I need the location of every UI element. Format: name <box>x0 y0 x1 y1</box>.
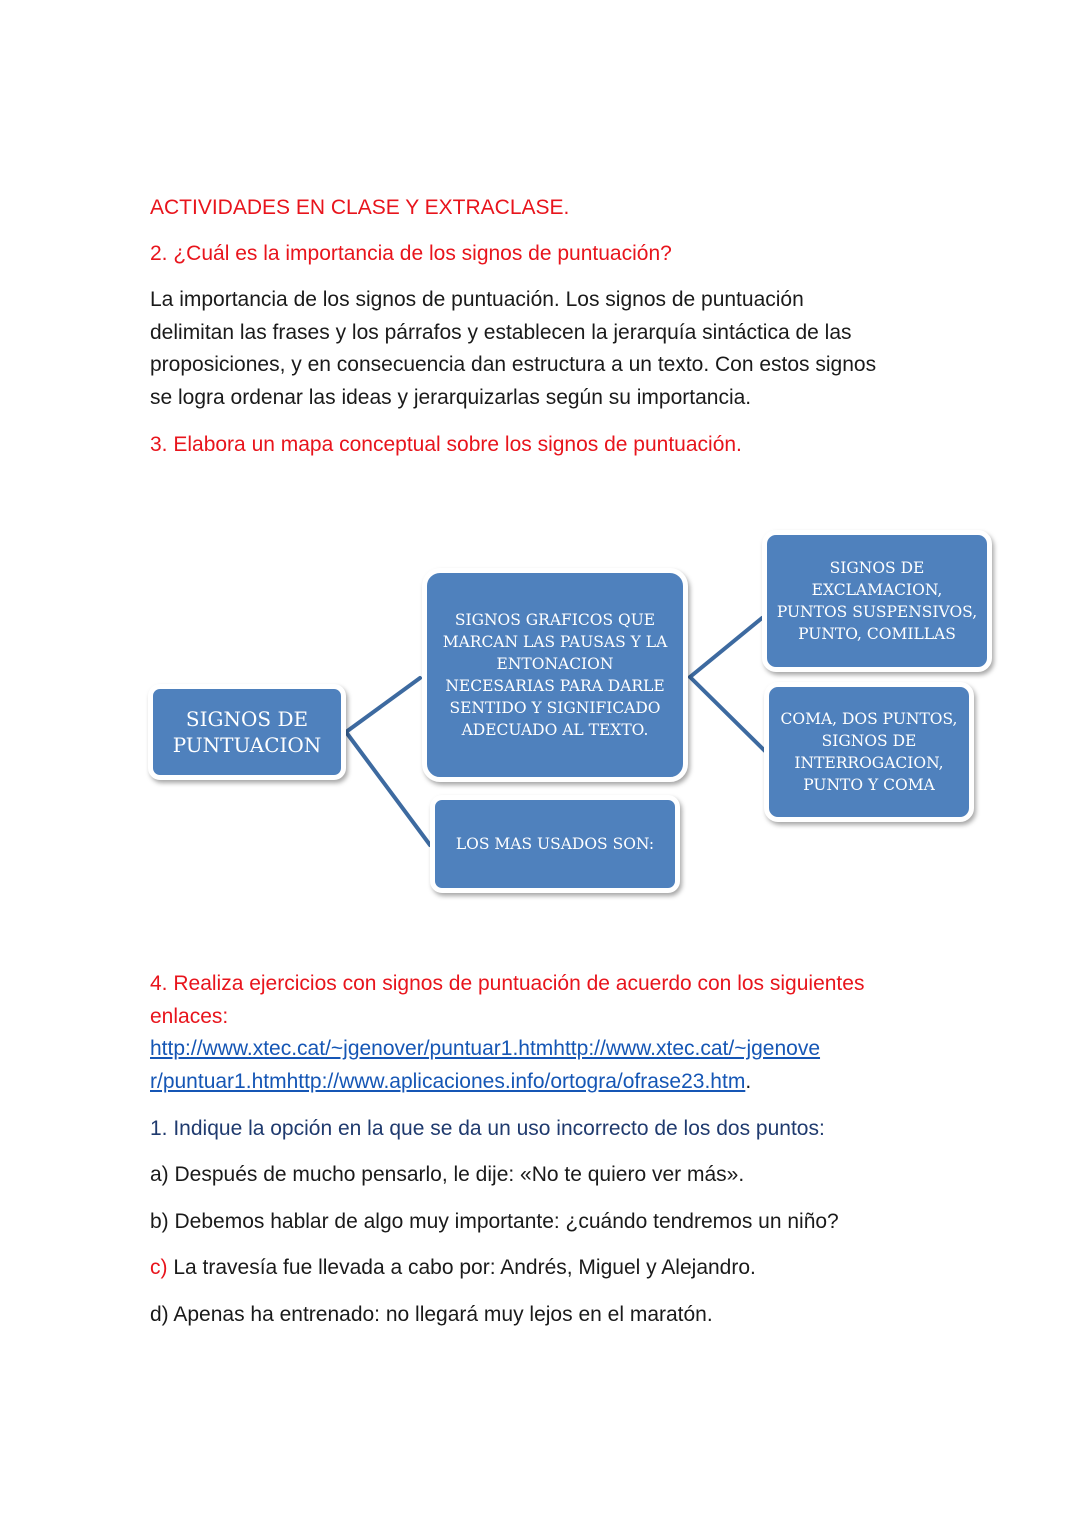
node-line: MARCAN LAS PAUSAS Y LA <box>442 633 668 651</box>
option-c-text: La travesía fue llevada a cabo por: Andrés, Miguel y Alejandro. <box>167 1256 756 1279</box>
node-line: PUNTO, COMILLAS <box>798 625 956 643</box>
node-line: EXCLAMACION, <box>811 581 943 599</box>
exercise-link[interactable]: http://www.xtec.cat/~jgenover/puntuar1.htmhttp://www.xtec.cat/~jgenove <box>150 1037 821 1060</box>
answer-2-line: delimitan las frases y los párrafos y establecen la jerarquía sintáctica de las <box>150 320 852 344</box>
node-line: PUNTO Y COMA <box>803 776 935 794</box>
exercise-1-prompt: 1. Indique la opción en la que se da un uso incorrecto de los dos puntos: <box>150 1117 825 1140</box>
option-c-marker: c) <box>150 1256 168 1279</box>
node-line: SIGNOS DE <box>185 707 309 731</box>
node-line: SIGNOS DE <box>821 732 917 750</box>
node-line: ADECUADO AL TEXTO. <box>461 721 649 739</box>
option-b: b) Debemos hablar de algo muy importante: ¿cuándo tendremos un niño? <box>150 1210 839 1233</box>
option-a: a) Después de mucho pensarlo, le dije: «No te quiero ver más». <box>150 1163 745 1186</box>
concept-group-a-node <box>762 530 992 672</box>
node-line: COMA, DOS PUNTOS, <box>780 710 958 728</box>
concept-root-node <box>148 684 346 780</box>
question-4 <box>150 968 940 1098</box>
question-4-line: 4. Realiza ejercicios con signos de puntuación de acuerdo con los siguientes <box>150 972 865 995</box>
question-2: 2. ¿Cuál es la importancia de los signos de puntuación? <box>150 242 672 265</box>
question-3: 3. Elabora un mapa conceptual sobre los signos de puntuación. <box>150 433 742 456</box>
answer-2-paragraph <box>150 284 940 414</box>
link-suffix: . <box>745 1069 752 1093</box>
node-line: SIGNOS DE <box>829 559 925 577</box>
node-line: PUNTOS SUSPENSIVOS, <box>776 603 978 621</box>
connector-definition-group-a <box>690 618 762 677</box>
answer-2-line: se logra ordenar las ideas y jerarquizarlas según su importancia. <box>150 385 752 409</box>
node-line: LOS MAS USADOS SON: <box>455 835 655 853</box>
concept-group-b-node <box>764 682 974 822</box>
question-4-line: enlaces: <box>150 1004 229 1028</box>
option-c <box>150 1252 756 1284</box>
node-line: SIGNOS GRAFICOS QUE <box>454 611 656 629</box>
concept-map <box>0 520 1080 920</box>
node-line: PUNTUACION <box>172 733 322 757</box>
exercise-link[interactable]: r/puntuar1.htmhttp://www.aplicaciones.info/ortogra/ofrase23.htm <box>150 1069 746 1093</box>
node-line: ENTONACION <box>496 655 614 673</box>
node-line: INTERROGACION, <box>794 754 944 772</box>
answer-2-line: proposiciones, y en consecuencia dan estructura a un texto. Con estos signos <box>150 353 877 376</box>
concept-most-used-node <box>430 795 680 893</box>
links-block <box>150 1066 940 1099</box>
links-block <box>150 1033 940 1066</box>
node-line: SENTIDO Y SIGNIFICADO <box>449 699 661 717</box>
option-d: d) Apenas ha entrenado: no llegará muy lejos en el maratón. <box>150 1303 713 1326</box>
connector-root-definition <box>346 678 420 732</box>
concept-definition-node <box>422 568 688 782</box>
connector-root-most-used <box>346 732 430 845</box>
section-heading: ACTIVIDADES EN CLASE Y EXTRACLASE. <box>150 196 570 219</box>
answer-2-line: La importancia de los signos de puntuación. Los signos de puntuación <box>150 288 804 311</box>
node-line: NECESARIAS PARA DARLE <box>445 677 665 695</box>
connector-definition-group-b <box>690 677 766 752</box>
